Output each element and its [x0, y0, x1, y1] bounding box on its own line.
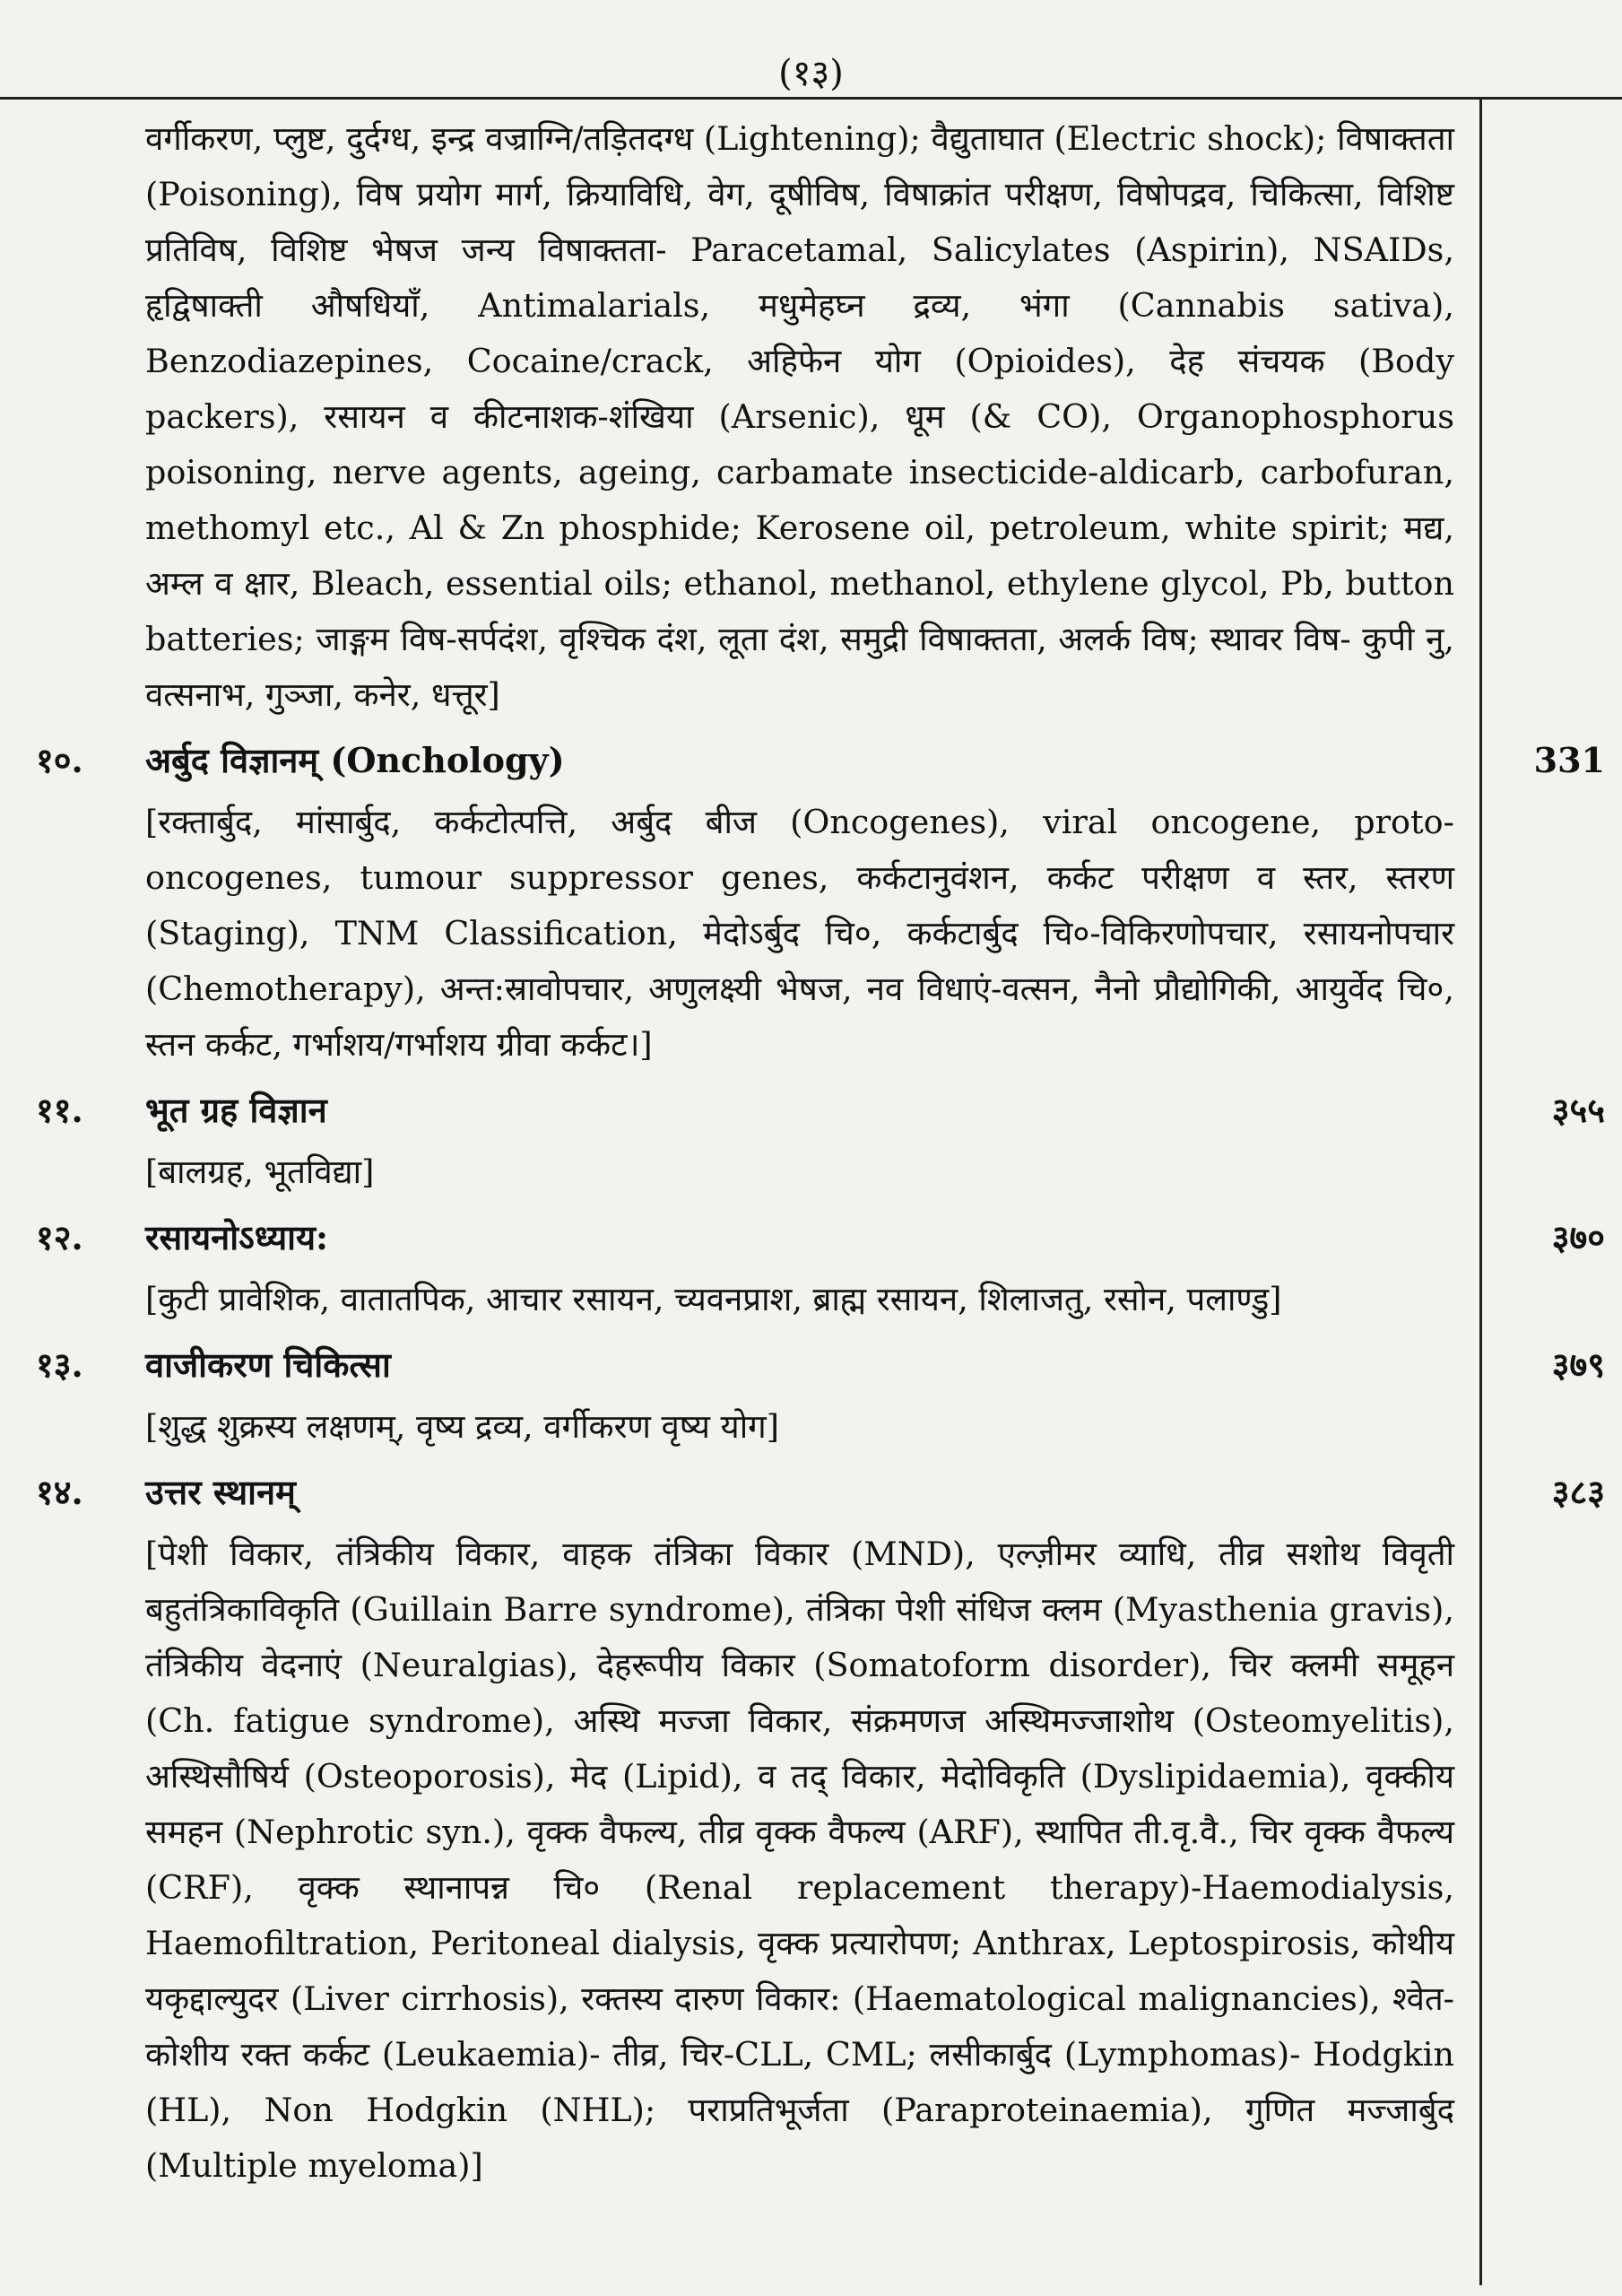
- chapter-entry-12: [0, 1209, 1622, 1327]
- chapter-title: रसायनोऽध्याय:: [145, 1217, 329, 1257]
- chapter-number: ११.: [36, 1090, 83, 1130]
- chapter-title: भूत ग्रह विज्ञान: [145, 1090, 327, 1130]
- chapter-topics: [रक्तार्बुद, मांसार्बुद, कर्कटोत्पत्ति, अर्बुद बीज (Oncogenes), viral oncogene, proto-oncogenes, tumour suppressor genes, कर्कटानुवंशन, कर्कट परीक्षण व स्तर, स्तरण (Staging), TNM Classification, मेदोऽर्बुद चि०, कर्कटार्बुद चि०-विकिरणोपचार, रसायनोपचार (Chemotherapy), अन्त:स्रावोपचार, अणुलक्ष्यी भेषज, नव विधाएं-वत्सन, नैनो प्रौद्योगिकी, आयुर्वेद चि०, स्तन कर्कट, गर्भाशय/गर्भाशय ग्रीवा कर्कट।]: [145, 803, 1454, 1064]
- chapter-entry-11: [0, 1082, 1622, 1200]
- page-number: (१३): [778, 53, 844, 94]
- chapter-number: १४.: [36, 1472, 83, 1512]
- chapter-topics: [पेशी विकार, तंत्रिकीय विकार, वाहक तंत्रिका विकार (MND), एल्ज़ीमर व्याधि, तीव्र सशोथ विवृती बहुतंत्रिकाविकृति (Guillain Barre syndrome), तंत्रिका पेशी संधिज क्लम (Myasthenia gravis), तंत्रिकीय वेदनाएं (Neuralgias), देहरूपीय विकार (Somatoform disorder), चिर क्लमी समूहन (Ch. fatigue syndrome), अस्थि मज्जा विकार, संक्रमणज अस्थिमज्जाशोथ (Osteomyelitis), अस्थिसौषिर्य (Osteoporosis), मेद (Lipid), व तद् विकार, मेदोविकृति (Dyslipidaemia), वृक्कीय समहन (Nephrotic syn.), वृक्क वैफल्य, तीव्र वृक्क वैफल्य (ARF), स्थापित ती.वृ.वै., चिर वृक्क वैफल्य (CRF), वृक्क स्थानापन्न चि० (Renal replacement therapy)-Haemodialysis, Haemofiltration, Peritoneal dialysis, वृक्क प्रत्यारोपण; Anthrax, Leptospirosis, कोथीय यकृद्दाल्युदर (Liver cirrhosis), रक्तस्य दारुण विकार: (Haematological malignancies), श्वेत-कोशीय रक्त कर्कट (Leukaemia)- तीव्र, चिर-CLL, CML; लसीकार्बुद (Lymphomas)- Hodgkin (HL), Non Hodgkin (NHL); पराप्रतिभूर्जता (Paraproteinaemia), गुणित मज्जार्बुद (Multiple myeloma)]: [145, 1535, 1454, 2185]
- chapter-page-number: 331: [1533, 740, 1605, 780]
- chapter-topics: [कुटी प्रावेशिक, वातातपिक, आचार रसायन, च्यवनप्राश, ब्राह्म रसायन, शिलाजतु, रसोन, पलाण्डु]: [145, 1280, 1282, 1318]
- chapter-number: १०.: [36, 740, 83, 780]
- chapter-heading-row: [0, 1209, 1622, 1266]
- chapter-entry-14: [0, 1464, 1622, 2194]
- contents-list: [0, 106, 1622, 2194]
- chapter-heading-row: [0, 1082, 1622, 1139]
- chapter-heading-row: [0, 1336, 1622, 1394]
- chapter-title: अर्बुद विज्ञानम् (Onchology): [145, 740, 565, 780]
- chapter-entry-10: [0, 732, 1622, 1073]
- chapter-heading-row: [0, 1464, 1622, 1521]
- chapter-page-number: ३८३: [1551, 1472, 1605, 1512]
- chapter-entry-13: [0, 1336, 1622, 1455]
- chapter-page-number: ३७०: [1551, 1217, 1605, 1257]
- chapter-number: १२.: [36, 1217, 83, 1257]
- chapter-page-number: ३५५: [1551, 1090, 1605, 1130]
- chapter-title: उत्तर स्थानम्: [145, 1472, 296, 1512]
- chapter-heading-row: [0, 732, 1622, 789]
- top-rule: [0, 97, 1622, 100]
- chapter-topics: [बालग्रह, भूतविद्या]: [145, 1152, 375, 1191]
- chapter-number: १३.: [36, 1344, 83, 1385]
- chapter-topics: [शुद्ध शुक्रस्य लक्षणम्, वृष्य द्रव्य, वर्गीकरण वृष्य योग]: [145, 1407, 779, 1446]
- chapter-title: वाजीकरण चिकित्सा: [145, 1344, 391, 1385]
- chapter-page-number: ३७९: [1551, 1344, 1605, 1385]
- continued-chapter-body: वर्गीकरण, प्लुष्ट, दुर्दग्ध, इन्द्र वज्राग्नि/तड़ितदग्ध (Lightening); वैद्युताघात (Electric shock); विषाक्तता (Poisoning), विष प्रयोग मार्ग, क्रियाविधि, वेग, दूषीविष, विषाक्रांत परीक्षण, विषोपद्रव, चिकित्सा, विशिष्ट प्रतिविष, विशिष्ट भेषज जन्य विषाक्तता- Paracetamal, Salicylates (Aspirin), NSAIDs, हृद्विषाक्ती औषधियाँ, Antimalarials, मधुमेहघ्न द्रव्य, भंगा (Cannabis sativa), Benzodiazepines, Cocaine/crack, अहिफेन योग (Opioides), देह संचयक (Body packers), रसायन व कीटनाशक-शंखिया (Arsenic), धूम (& CO), Organophosphorus poisoning, nerve agents, ageing, carbamate insecticide-aldicarb, carbofuran, methomyl etc., Al & Zn phosphide; Kerosene oil, petroleum, white spirit; मद्य, अम्ल व क्षार, Bleach, essential oils; ethanol, methanol, ethylene glycol, Pb, button batteries; जाङ्गम विष-सर्पदंश, वृश्चिक दंश, लूता दंश, समुद्री विषाक्तता, अलर्क विष; स्थावर विष- कुपी नु, वत्सनाभ, गुञ्जा, कनेर, धत्तूर]: [145, 119, 1454, 714]
